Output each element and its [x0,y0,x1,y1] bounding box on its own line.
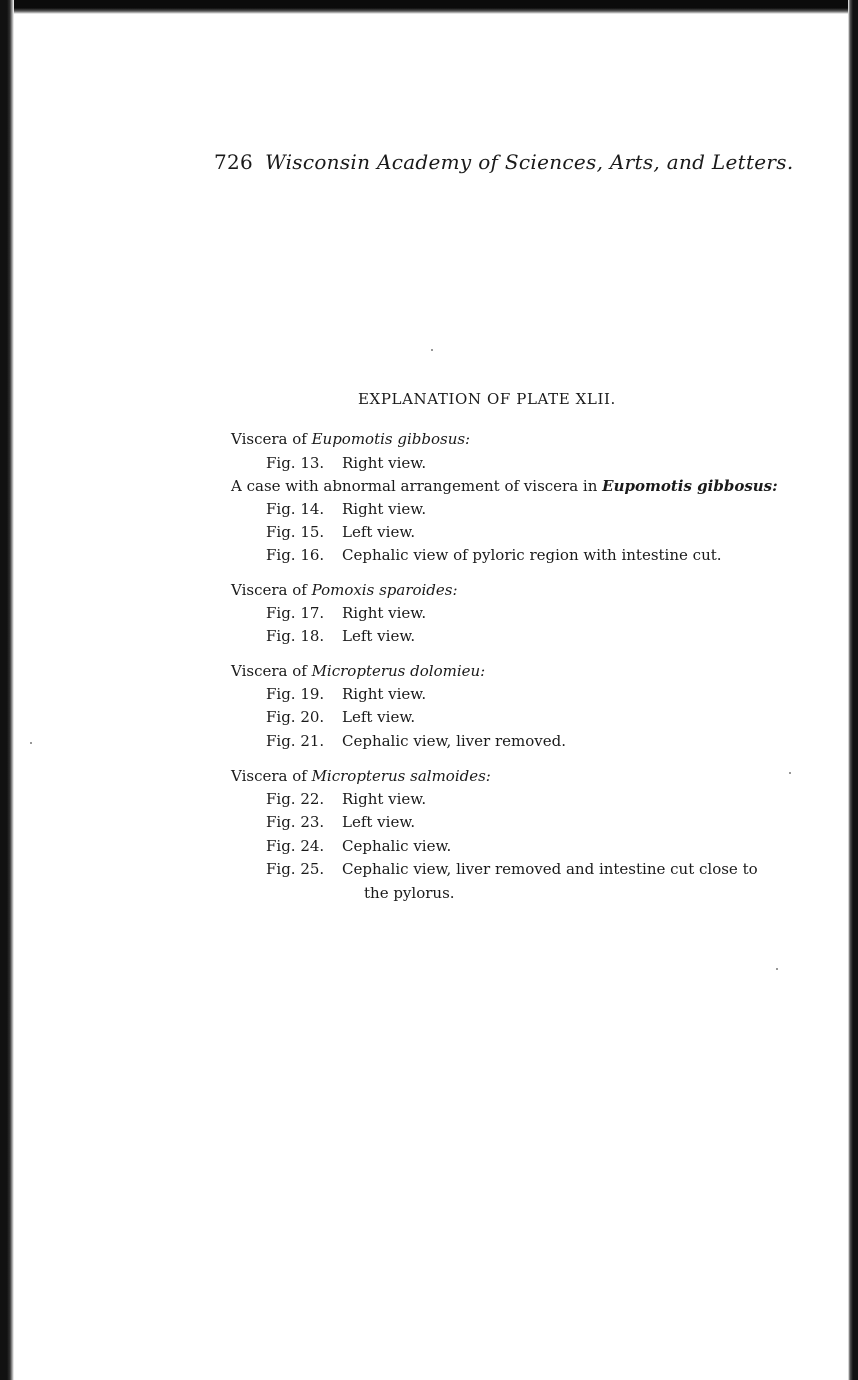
figure-description: Left view. [342,708,416,726]
species-name: Eupomotis gibbosus: [311,430,471,448]
figure-description: Left view. [342,813,416,831]
species-name: Pomoxis sparoides: [311,581,458,599]
figure-label: Fig. 25. [266,860,325,878]
figure-label: Fig. 23. [266,813,325,831]
figure-entry [266,812,415,832]
group-heading-prefix: Viscera of [231,662,312,680]
plate-title: EXPLANATION OF PLATE XLII. [358,390,616,408]
species-name: Micropterus dolomieu: [311,662,486,680]
figure-entry [266,545,722,565]
figure-label: Fig. 21. [266,732,325,750]
figure-label: Fig. 22. [266,790,325,808]
figure-label: Fig. 24. [266,837,325,855]
figure-description: Right view. [342,500,427,518]
scan-speck [776,968,778,970]
page-number: 726 [214,150,254,174]
group-heading [231,766,491,786]
group-heading [231,476,778,496]
group-heading-prefix: Viscera of [231,767,312,785]
group-heading-prefix: Viscera of [231,430,312,448]
figure-label: Fig. 15. [266,523,325,541]
journal-title: Wisconsin Academy of Sciences, Arts, and Letters. [265,150,794,174]
figure-description: Right view. [342,685,427,703]
scan-speck [431,349,433,351]
group-heading-prefix: A case with abnormal arrangement of viscera in [231,477,603,495]
figure-entry [266,707,415,727]
figure-description: Right view. [342,454,427,472]
figure-entry [266,836,451,856]
figure-description: Right view. [342,790,427,808]
group-heading [231,580,458,600]
figure-label: Fig. 16. [266,546,325,564]
figure-description-continuation: the pylorus. [364,884,455,902]
figure-description: Cephalic view, liver removed and intestine cut close to [342,860,758,878]
species-name: Micropterus salmoides: [311,767,491,785]
species-name: Eupomotis gibbosus: [602,477,778,495]
figure-description: Cephalic view, liver removed. [342,732,566,750]
figure-entry [266,626,415,646]
group-heading [231,661,485,681]
figure-entry [266,499,426,519]
figure-entry [266,603,426,623]
figure-label: Fig. 13. [266,454,325,472]
figure-label: Fig. 17. [266,604,325,622]
group-heading [231,429,470,449]
figure-description: Right view. [342,604,427,622]
group-heading-prefix: Viscera of [231,581,312,599]
figure-entry [266,453,426,473]
scan-speck [789,772,791,774]
scan-speck [30,742,32,744]
figure-label: Fig. 19. [266,685,325,703]
figure-label: Fig. 20. [266,708,325,726]
figure-description: Cephalic view of pyloric region with intestine cut. [342,546,722,564]
figure-entry [266,684,426,704]
figure-entry [266,789,426,809]
figure-entry [266,522,415,542]
figure-description: Left view. [342,523,416,541]
figure-entry [266,859,758,879]
figure-label: Fig. 14. [266,500,325,518]
figure-label: Fig. 18. [266,627,325,645]
figure-description: Cephalic view. [342,837,452,855]
figure-entry [266,731,566,751]
figure-description: Left view. [342,627,416,645]
